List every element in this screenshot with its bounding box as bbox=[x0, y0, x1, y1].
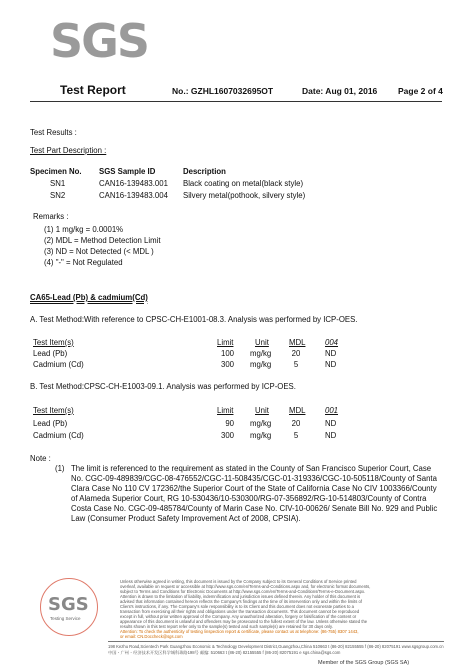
table-cell: 20 bbox=[291, 349, 301, 358]
report-date: Date: Aug 01, 2016 bbox=[302, 86, 378, 96]
method-b-text: B. Test Method:CPSC-CH-E1003-09.1. Analysis was performed by ICP-OES. bbox=[30, 382, 296, 391]
disclaimer-line: or email: CN.Doccheck@sgs.com bbox=[120, 634, 183, 639]
table-cell: 100 bbox=[220, 349, 234, 358]
table-cell: mg/kg bbox=[250, 349, 272, 358]
table-row: SN1 bbox=[50, 179, 66, 188]
table-row: Lead (Pb) bbox=[33, 349, 68, 358]
table-cell: Black coating on metal(black style) bbox=[183, 179, 304, 188]
table-b-header-limit: Limit bbox=[217, 406, 234, 415]
remark-item: (3) ND = Not Detected (< MDL ) bbox=[44, 247, 154, 256]
disclaimer-line: overleaf, available on request or accessible at http://www.sgs.com/en/Terms-and-Conditions.aspx and, for electronic format documents, bbox=[120, 584, 371, 589]
table-b-header-mdl: MDL bbox=[289, 406, 306, 415]
member-text: Member of the SGS Group (SGS SA) bbox=[318, 660, 410, 666]
table-a-header-sample: 004 bbox=[325, 338, 339, 347]
table-a-header-unit: Unit bbox=[255, 338, 269, 347]
disclaimer-line: except in full, without prior written approval of the Company. Any unauthorized alteration, forgery or falsification of the content or bbox=[120, 614, 357, 619]
disclaimer-line: Client's instructions, if any. The Company's sole responsibility is to its Client and this document does not exonerate parties to a bbox=[120, 604, 354, 609]
table-cell: mg/kg bbox=[250, 419, 272, 428]
disclaimer-line: Attention is drawn to the limitation of liability, indemnification and jurisdiction issues defined therein. Any holder of this document is bbox=[120, 594, 361, 599]
table-cell: 5 bbox=[293, 360, 299, 369]
table-cell: mg/kg bbox=[250, 431, 272, 440]
ca65-heading: CA65-Lead (Pb) & cadmium(Cd) bbox=[30, 293, 148, 302]
table-cell: 90 bbox=[225, 419, 234, 428]
footer-divider bbox=[108, 641, 444, 642]
report-number: No.: GZHL1607032695OT bbox=[172, 86, 274, 96]
table-cell: CAN16-139483.004 bbox=[99, 191, 168, 200]
specimen-header-no: Specimen No. bbox=[30, 167, 82, 176]
sgs-stamp-logo: SGS bbox=[48, 594, 89, 615]
note-number: (1) bbox=[55, 464, 65, 473]
test-part-description-label: Test Part Description : bbox=[30, 146, 107, 155]
disclaimer-block bbox=[120, 579, 444, 639]
header-divider bbox=[30, 101, 442, 102]
table-cell: 20 bbox=[291, 419, 301, 428]
specimen-header-description: Description bbox=[183, 167, 226, 176]
test-results-label: Test Results : bbox=[30, 128, 77, 137]
table-cell: mg/kg bbox=[250, 360, 272, 369]
table-b-header-unit: Unit bbox=[255, 406, 269, 415]
footer-address-en: 198 Kezhu Road,Scientech Park Guangzhou Economic & Technology Development District,Guangzhou,China 510663 t (86-20) 82155555 f (86-20) 82075191 www.sgsgroup.com.cn bbox=[108, 644, 444, 649]
table-cell: 300 bbox=[220, 431, 234, 440]
table-row: SN2 bbox=[50, 191, 66, 200]
note-label: Note : bbox=[30, 454, 51, 463]
disclaimer-line: appearance of this document is unlawful and offenders may be prosecuted to the fullest extent of the law. Unless otherwise stated the bbox=[120, 619, 368, 624]
remark-item: (2) MDL = Method Detection Limit bbox=[44, 236, 161, 245]
table-cell: ND bbox=[325, 349, 337, 358]
table-row: Cadmium (Cd) bbox=[33, 360, 84, 369]
disclaimer-line: Attention: To check the authenticity of testing /inspection report & certificate, please contact us at telephone: (86-755) 8307 1443, bbox=[120, 629, 359, 634]
table-cell: 300 bbox=[220, 360, 234, 369]
table-cell: ND bbox=[325, 419, 337, 428]
sgs-logo: SGS bbox=[50, 14, 149, 68]
page-number: Page 2 of 4 bbox=[398, 86, 443, 96]
remark-item: (1) 1 mg/kg = 0.0001% bbox=[44, 225, 124, 234]
stamp-caption: Testing Service bbox=[50, 616, 81, 621]
table-cell: CAN16-139483.001 bbox=[99, 179, 168, 188]
specimen-header-id: SGS Sample ID bbox=[99, 167, 156, 176]
method-a-text: A. Test Method:With reference to CPSC-CH-E1001-08.3. Analysis was performed by ICP-OES. bbox=[30, 315, 358, 324]
footer-address-cn: 中国・广州・经济技术开发区科学城科珠路198号 邮编: 510663 t (86-20) 82155555 f (86-20) 82075191 e sgs.china@sgs.com bbox=[108, 650, 341, 655]
disclaimer-line: results shown in this test report refer only to the sample(s) tested and such sample(s) are retained for 30 days only. bbox=[120, 624, 333, 629]
table-cell: Silvery metal(pothook, silvery style) bbox=[183, 191, 306, 200]
table-a-header-limit: Limit bbox=[217, 338, 234, 347]
disclaimer-line: Unless otherwise agreed in writing, this document is issued by the Company subject to its General Conditions of Service printed bbox=[120, 579, 357, 584]
disclaimer-line: subject to Terms and Conditions for Electronic Documents at http://www.sgs.com/en/Terms-and-Conditions/Terms-e-Document.aspx. bbox=[120, 589, 366, 594]
remark-item: (4) "-" = Not Regulated bbox=[44, 258, 123, 267]
note-text: The limit is referenced to the requirement as stated in the County of San Francisco Superior Court, Case No. CGC-09-489839/CGC-08-476552/CGC-11-508435/CGC-01-319336/CGC-10-505118/County of Santa Clara Case No 110 CV 172362/the Superior Court of the State of California Case No CIV 1003366/County of Alameda Superior Court, RG 10-530436/10-530300/RG-07-356892/RG-10-514803/County of Contra Costa Case No. CGC-09-485784/County of Marin Case No. CIV-10-00626/ Senate Bill No. 929 and Public Law (Consumer Product Safety Improvement Act of 2008, CPSIA). bbox=[71, 464, 438, 523]
table-row: Lead (Pb) bbox=[33, 419, 68, 428]
table-cell: ND bbox=[325, 360, 337, 369]
table-row: Cadmium (Cd) bbox=[33, 431, 84, 440]
table-cell: ND bbox=[325, 431, 337, 440]
report-title: Test Report bbox=[60, 83, 126, 97]
table-b-header-sample: 001 bbox=[325, 406, 339, 415]
table-a-header-mdl: MDL bbox=[289, 338, 306, 347]
disclaimer-line: advised that information contained hereon reflects the Company's findings at the time of its intervention only and within the limits of bbox=[120, 599, 362, 604]
disclaimer-line: transaction from exercising all their rights and obligations under the transaction documents. This document cannot be reproduced bbox=[120, 609, 360, 614]
table-a-header-item: Test Item(s) bbox=[33, 338, 74, 347]
remarks-label: Remarks : bbox=[33, 212, 69, 221]
table-b-header-item: Test Item(s) bbox=[33, 406, 74, 415]
table-cell: 5 bbox=[293, 431, 299, 440]
